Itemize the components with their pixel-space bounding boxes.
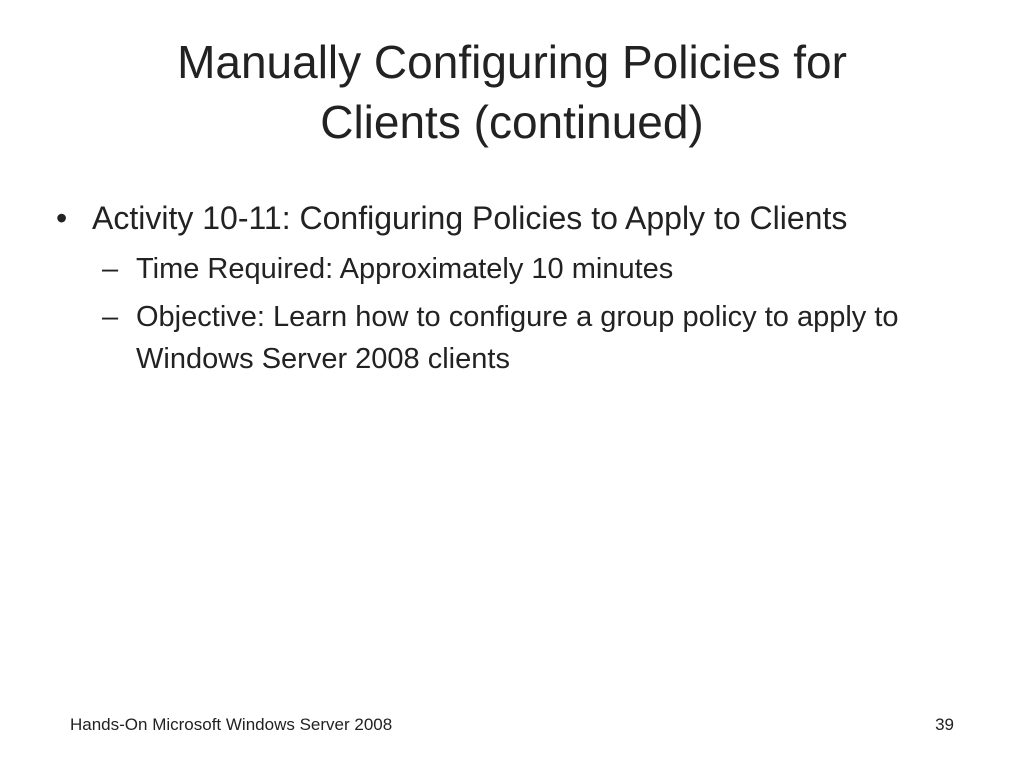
footer-book-title: Hands-On Microsoft Windows Server 2008 bbox=[70, 715, 393, 734]
sub-bullet-item bbox=[102, 296, 936, 380]
bullet-marker: • bbox=[56, 200, 68, 236]
sub-bullet-list bbox=[56, 248, 936, 380]
sub-bullet-marker: – bbox=[102, 253, 119, 285]
sub-bullet-text-objective: Objective: Learn how to configure a group policy to apply to Windows Server 2008 clients bbox=[136, 301, 899, 375]
bullet-item bbox=[56, 196, 936, 240]
sub-bullet-item bbox=[102, 248, 936, 290]
slide-title-line-2: Clients (continued) bbox=[320, 96, 704, 148]
slide-title-line-1: Manually Configuring Policies for bbox=[177, 36, 847, 88]
slide-content bbox=[56, 196, 936, 386]
slide-title bbox=[60, 32, 964, 152]
sub-bullet-text-time: Time Required: Approximately 10 minutes bbox=[136, 253, 674, 285]
sub-bullet-marker: – bbox=[102, 301, 119, 333]
bullet-text: Activity 10-11: Configuring Policies to Apply to Clients bbox=[92, 200, 848, 236]
footer-page-number: 39 bbox=[935, 715, 954, 734]
